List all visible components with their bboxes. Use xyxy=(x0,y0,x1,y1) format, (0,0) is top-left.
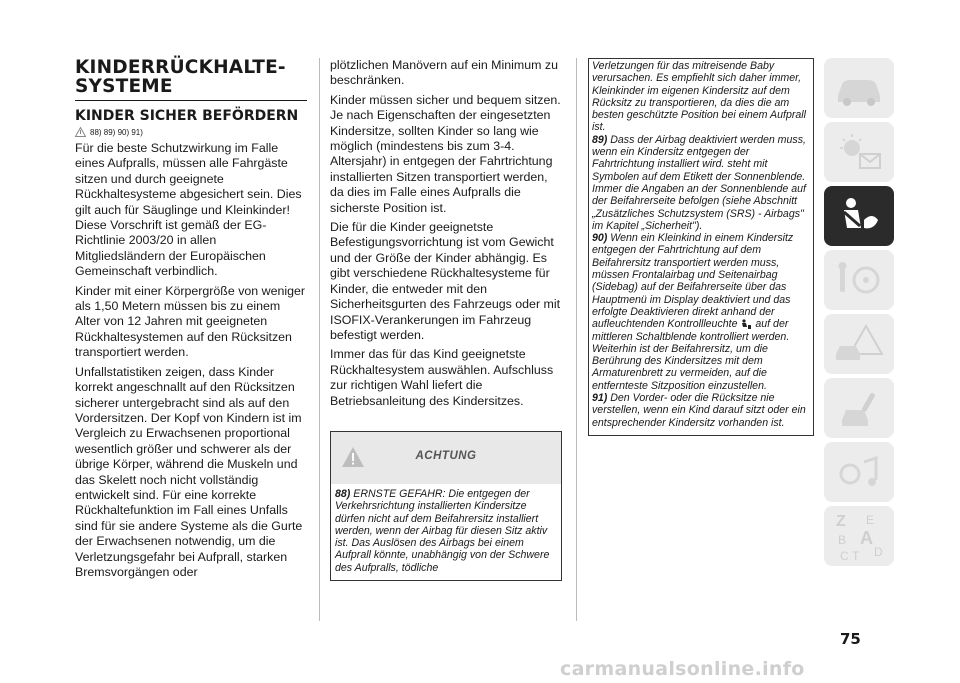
nav-tab-dashboard[interactable] xyxy=(824,58,894,118)
note-91 xyxy=(592,392,810,429)
nav-tab-index[interactable] xyxy=(824,506,894,566)
warning-car-icon xyxy=(824,314,894,374)
paragraph: plötzlichen Manövern auf ein Minimum zu beschränken. xyxy=(330,58,558,88)
note-90 xyxy=(592,232,810,392)
index-letter: D xyxy=(874,545,883,559)
paragraph: Kinder mit einer Körpergröße von weniger als 1,50 Metern müssen bis zu einem Alter von 12 Jahren mit geeigneten Rückhaltesystemen auf den Rücksitzen transportiert werden. xyxy=(75,283,306,360)
note-text: Den Vorder- oder die Rücksitze nie verstellen, wenn ein Kind darauf sitzt oder ein entsprechender Kindersitz vorhanden ist. xyxy=(592,392,806,429)
index-letter: B xyxy=(838,533,847,547)
note-text: ERNSTE GEFAHR: Die entgegen der Verkehrsrichtung installierten Kindersitze dürfen nicht auf dem Beifahrersitz installiert werden, wenn der Airbag für diesen Sitz aktiv ist. Das Auslösen des Airbags bei einem Aufprall könnte, unabhängig von der Schwere des Aufpralls, tödliche xyxy=(335,487,550,574)
nav-tab-lights[interactable] xyxy=(824,122,894,182)
index-letter: Z xyxy=(836,513,846,530)
note-number: 90) xyxy=(592,232,608,245)
airbag-off-icon xyxy=(740,319,752,330)
section-title: KINDERRÜCKHALTE-SYSTEME xyxy=(75,57,286,97)
warning-header xyxy=(331,432,561,484)
note-text: auf der mittleren Schaltblende kontrolliert werden. Weiterhin ist der Beifahrersitz, um die Berührung des Kindersitzes mit dem Armaturenbrett zu vermeiden, auf die entfernteste Sitzposition einzustellen. xyxy=(592,318,790,392)
nav-tab-multimedia[interactable] xyxy=(824,442,894,502)
paragraph: Kinder müssen sicher und bequem sitzen. Je nach Eigenschaften der eingesetzten Kindersitze, sollten Kinder so lang wie möglich (mindestens bis zum 3-4. Altersjahr) in entgegen der Fahrtrichtung installierten Sitzen transportiert werden, da dies im Falle eines Aufpralls die sicherste Position ist. xyxy=(330,92,561,215)
note-text: Dass der Airbag deaktiviert werden muss, wenn ein Kindersitz entgegen der Fahrtrichtung installiert wird. steht mit Symbolen auf dem Etikett der Sonnenblende. Immer die Angaben an der Sonnenblende auf der Beifahrerseite befolgen (siehe Abschnitt „Zusätzliches Schutzsystem (SRS) - Airbags" im Kapitel „Sicherheit"). xyxy=(592,133,806,232)
key-steering-icon xyxy=(824,250,894,310)
paragraph: Immer das für das Kind geeignetste Rückhaltesystem auswählen. Aufschluss zur richtigen Wahl liefert die Betriebsanleitung des Kindersitzes. xyxy=(330,347,554,408)
wrench-car-icon xyxy=(824,378,894,438)
car-icon xyxy=(824,58,894,118)
note-number: 88) xyxy=(335,487,351,500)
index-letters-icon xyxy=(824,506,894,566)
warning-continuation-box xyxy=(588,58,814,436)
note-88 xyxy=(331,484,561,580)
seatbelt-airbag-icon xyxy=(824,186,894,246)
title-rule xyxy=(75,100,307,101)
column-divider xyxy=(576,58,577,621)
note-text: Wenn ein Kleinkind in einem Kindersitz entgegen der Fahrtrichtung auf dem Beifahrersitz transportiert werden muss, müssen Frontalairbag und Seitenairbag (Sidebag) auf der Beifahrerseite über das Hauptmenü im Display deaktiviert und das erfolgte Deaktivieren direkt anhand der aufleuchtenden Kontrollleuchte xyxy=(592,232,794,331)
index-letter: C xyxy=(840,549,849,563)
paragraph: Die für die Kinder geeignetste Befestigungsvorrichtung ist vom Gewicht und der Größe der Kinder abhängig. Es gibt verschiedene Rückhaltesysteme für Kinder, die entweder mit den Sicherheitsgurten des Fahrzeugs oder mit ISOFIX-Verankerungen im Fahrzeug befestigt werden. xyxy=(330,220,561,342)
column-1 xyxy=(75,58,307,584)
nav-tab-starting[interactable] xyxy=(824,250,894,310)
media-icon xyxy=(824,442,894,502)
nav-tab-emergency[interactable] xyxy=(824,314,894,374)
warning-title: ACHTUNG xyxy=(415,449,477,462)
page-number: 75 xyxy=(840,630,861,648)
column-3 xyxy=(588,58,814,436)
index-letter: A xyxy=(860,528,873,548)
nav-tab-safety[interactable] xyxy=(824,186,894,246)
warning-triangle-icon xyxy=(75,127,86,137)
note-number: 89) xyxy=(592,133,608,146)
warning-box xyxy=(330,431,562,581)
subsection-title: KINDER SICHER BEFÖRDERN xyxy=(75,108,299,124)
column-2 xyxy=(330,58,562,581)
footer-watermark: carmanualsonline.info xyxy=(560,658,805,680)
paragraph: Für die beste Schutzwirkung im Falle eines Aufpralls, müssen alle Fahrgäste sitzen und durch geeignete Rückhaltesysteme abgesichert sein. Dies gilt auch für Säuglinge und Kleinkinder! Diese Vorschrift ist gemäß der EG-Richtlinie 2003/20 in allen Mitgliedsländern der Europäischen Gemeinschaft verbindlich. xyxy=(75,141,302,279)
sun-envelope-icon xyxy=(824,122,894,182)
index-letter: T xyxy=(852,549,860,563)
nav-tab-maintenance[interactable] xyxy=(824,378,894,438)
paragraph: Unfallstatistiken zeigen, dass Kinder korrekt angeschnallt auf den Rücksitzen sicherer untergebracht sind als auf den Vordersitzen. Der Kopf von Kindern ist im Vergleich zu Erwachsenen proportional wesentlich größer und schwerer als der übrige Körper, während die Muskeln und das Skelett noch nicht vollständig entwickelt sind. Für eine korrekte Rückhaltefunktion im Fall eines Unfalls sind für sie andere Systeme als die Gurte der Erwachsenen notwendig, um die Verletzungsgefahr bei Aufprall, starken Bremsvorgängen oder xyxy=(75,364,303,579)
warning-refs xyxy=(75,127,307,137)
refs-text: 88) 89) 90) 91) xyxy=(90,127,143,137)
index-letter: E xyxy=(866,513,875,527)
note-88-continued: Verletzungen für das mitreisende Baby verursachen. Es empfiehlt sich daher immer, Kleinkinder im eigenen Kindersitz auf dem Rücksitz zu transportieren, da dies die am besten geschützte Position bei einem Aufprall ist. xyxy=(592,60,806,134)
note-89 xyxy=(592,134,810,232)
chapter-nav xyxy=(824,58,896,570)
column-divider xyxy=(319,58,320,621)
note-number: 91) xyxy=(592,392,608,405)
